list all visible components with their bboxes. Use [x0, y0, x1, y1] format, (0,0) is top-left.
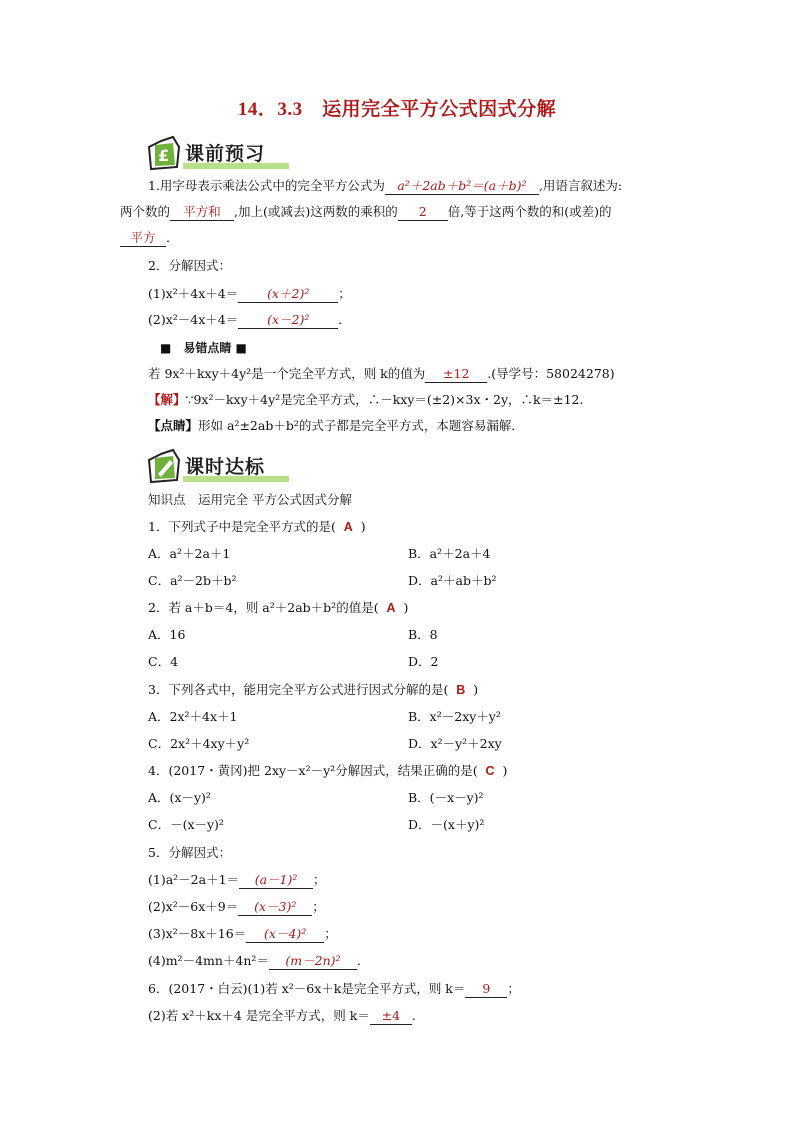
tip-heading: ■ 易错点睛 ■	[160, 341, 247, 355]
drill-q3: 3．下列各式中，能用完全平方公式进行因式分解的是( B )	[148, 682, 479, 697]
answer-blank: a²＋2ab＋b²＝(a＋b)²	[385, 177, 539, 195]
answer-blank: (a－1)²	[239, 871, 313, 889]
q2-option-d: D．2	[408, 654, 439, 669]
answer-blank: 平方和	[170, 203, 234, 221]
q1-option-c: C．a²－2b＋b²	[148, 573, 237, 588]
answer-blank: ±12	[425, 365, 487, 383]
tip-question: 若 9x²＋kxy＋4y²是一个完全平方式，则 k的值为 ±12 .(导学号：58024278)	[148, 366, 615, 381]
answer-blank: 平方	[120, 229, 166, 247]
answer-blank: (m－2n)²	[269, 952, 357, 970]
q2-option-c: C．4	[148, 654, 179, 669]
pre-q2-part1: (1)x²＋4x＋4＝ (x＋2)² ；	[148, 286, 351, 301]
answer-blank: (x－4)²	[246, 925, 324, 943]
note-label: 【点睛】	[148, 418, 199, 433]
answer-blank: 2	[398, 203, 448, 221]
q3-option-c: C．2x²＋4xy＋y²	[148, 736, 250, 751]
q5-part2: (2)x²－6x＋9＝ (x－3)² ；	[148, 899, 325, 914]
q2-option-a: A．16	[148, 627, 186, 642]
q4-option-b: B．(－x－y)²	[408, 790, 484, 805]
section-preview-header	[143, 133, 293, 173]
tip-solution: 【解】∵9x²－kxy＋4y²是完全平方式，∴－kxy＝(±2)×3x・2y，∴k＝±12.	[148, 392, 584, 407]
section-drill-header	[143, 446, 293, 486]
choice-answer: C	[485, 764, 495, 778]
drill-q6-part2: (2)若 x²＋kx＋4 是完全平方式，则 k＝ ±4 .	[148, 1008, 416, 1023]
pre-q2-part2: (2)x²－4x＋4＝ (x－2)² ．	[148, 312, 351, 327]
q4-option-c: C．－(x－y)²	[148, 817, 224, 832]
drill-q4: 4．(2017・黄冈)把 2xy－x²－y²分解因式，结果正确的是( C )	[148, 763, 508, 778]
pre-q1-line3: 平方 .	[120, 228, 170, 248]
q2-option-b: B．8	[408, 627, 438, 642]
drill-q6-part1: 6．(2017・白云)(1)若 x²－6x＋k是完全平方式，则 k＝ 9 ；	[148, 981, 520, 996]
section-drill-label: 课时达标	[185, 456, 266, 478]
q3-option-b: B．x²－2xy＋y²	[408, 709, 501, 724]
answer-blank: (x－3)²	[238, 898, 312, 916]
drill-q1: 1．下列式子中是完全平方式的是( A )	[148, 519, 366, 534]
solution-label: 【解】	[148, 392, 186, 407]
q1-option-d: D．a²＋ab＋b²	[408, 573, 497, 588]
drill-q5: 5．分解因式：	[148, 845, 231, 860]
pre-q1-line2: 两个数的 平方和 ,加上(或减去)这两数的乘积的 2 倍,等于这两个数的和(或差)的	[120, 204, 612, 219]
q5-part1: (1)a²－2a＋1＝ (a－1)² ；	[148, 872, 326, 887]
q3-option-d: D．x²－y²＋2xy	[408, 736, 502, 751]
choice-answer: A	[386, 601, 396, 615]
choice-answer: B	[456, 683, 466, 697]
q5-part4: (4)m²－4mn＋4n²＝ (m－2n)² ．	[148, 953, 370, 968]
svg-text:£: £	[158, 146, 170, 165]
answer-blank: (x－2)²	[238, 311, 338, 329]
pre-q1-line1: 1.用字母表示乘法公式中的完全平方公式为 a²＋2ab＋b²＝(a＋b)² ,用语言叙述为:	[148, 178, 623, 193]
q1-option-a: A．a²＋2a＋1	[148, 546, 231, 561]
choice-answer: A	[343, 520, 353, 534]
q5-part3: (3)x²－8x＋16＝ (x－4)² ；	[148, 926, 337, 941]
answer-blank: ±4	[370, 1007, 412, 1025]
q4-option-d: D．－(x＋y)²	[408, 817, 485, 832]
pre-q2-heading: 2．分解因式：	[148, 258, 231, 273]
answer-blank: 9	[465, 980, 507, 998]
q4-option-a: A．(x－y)²	[148, 790, 211, 805]
tip-note: 【点睛】形如 a²±2ab＋b²的式子都是完全平方式，本题容易漏解．	[148, 418, 524, 433]
answer-blank: (x＋2)²	[238, 285, 338, 303]
knowledge-point: 知识点 运用完全 平方公式因式分解	[148, 492, 352, 507]
q1-option-b: B．a²＋2a＋4	[408, 546, 491, 561]
drill-q2: 2．若 a＋b＝4，则 a²＋2ab＋b²的值是( A )	[148, 600, 409, 615]
page-title: 14．3.3 运用完全平方公式因式分解	[237, 99, 557, 120]
section-preview-label: 课前预习	[185, 143, 266, 165]
q3-option-a: A．2x²＋4x＋1	[148, 709, 238, 724]
